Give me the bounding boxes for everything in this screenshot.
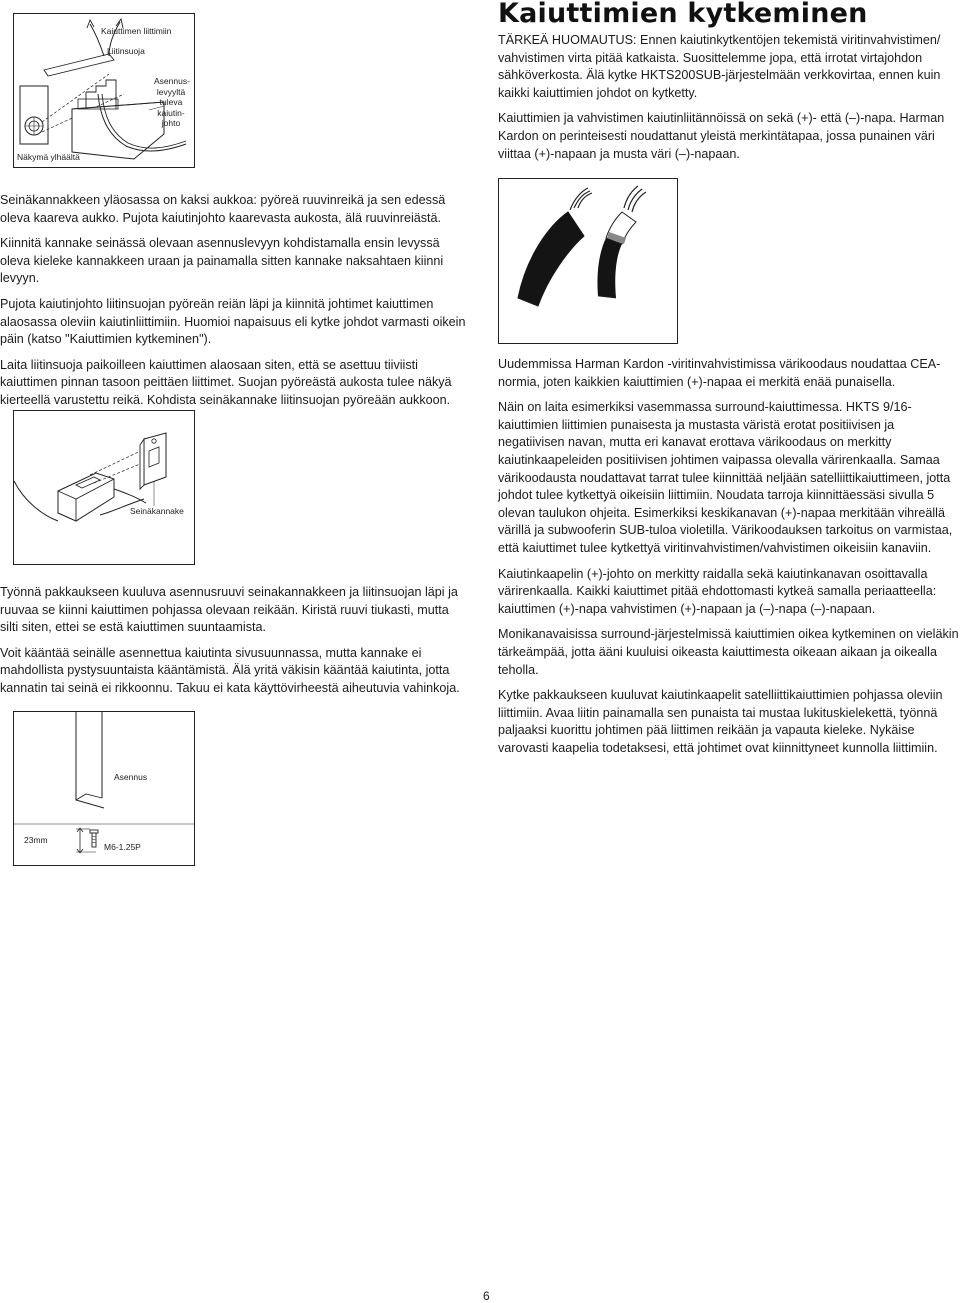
attach-bracket-paragraph: Kiinnitä kannake seinässä olevaan asennuslevyyn kohdistamalla ensin levyssä oleva kieleke kannakkeen uraan ja painamalla sitten kannake naksahtaen kiinni levyyn. [0,236,444,286]
important-notice: TÄRKEÄ HUOMAUTUS: Ennen kaiutinkytkentöjen tekemistä viritinvahvistimen/ vahvistimen virta pitää katkaista. Suosittelemme jopa, että irrotat virtajohdon sähköverkosta. Älä kytke HKTS200SUB-järjestelmään verkkovirtaa, ennen kuin kaikki kaiuttimien johdot on kytketty. [498,33,941,100]
color-code-paragraph: Näin on laita esimerkiksi vasemmassa surround-kaiuttimessa. HKTS 9/16-kaiuttimien liittimien punaisesta ja mustasta väristä erotat positiivisen ja negatiivisen navan, mutta eri kanavat erottava värikoodaus on merkitty kaiutinkaapeleiden positiivisen johtimen vaipassa olevalla värirenkaalla. Samaa värikoodausta noudattavat tarrat tulee kiinnittää neljään satelliittikaiuttimeen, jotta johdot tulee kytkettyä oikeisiin liittimiin. Noudata tarroja kiinnittäessäsi sivulla 5 olevan taulukon ohjeita. Esimerkiksi keskikanavan (+)-napaa merkitään vihreällä värillä ja subwooferin SUB-tuloa violetilla. Värikoodauksen tarkoitus on varmistaa, että kaiuttimet tulee kytkettyä viritinvahvistimen/vahvistimen oikeisiin kanaviin. [498,400,953,555]
cable-figure [498,178,678,344]
right-column-bottom [498,356,960,765]
thread-cable-paragraph: Pujota kaiutinjohto liitinsuojan pyöreän reiän läpi ja kiinnitä johtimet kaiuttimen alaosassa oleviin kaiutinliittimiin. Huomioi napaisuus eli kytke johdot varmasti oikein päin (katso "Kaiuttimien kytkeminen"). [0,296,466,347]
screw-mounting-figure [13,711,195,866]
label-23mm: 23mm [24,835,48,845]
install-screw-paragraph: Työnnä pakkaukseen kuuluva asennusruuvi seinakannakkeen ja liitinsuojan läpi ja ruuvaa se kiinni kaiuttimen pohjassa olevaan reikään. Kiristä ruuvi tiukasti, mutta silti siten, ettei se estä kaiuttimen suuntaamista. [0,585,458,635]
connector-paragraph: Kytke pakkaukseen kuuluvat kaiutinkaapelit satelliittikaiuttimien pohjassa oleviin liittimiin. Avaa liitin painamalla sen punaista tai mustaa lukituskielekettä, työnnä paljaaksi kuorittu johtimen pää liittimen reikään ja vapauta kieleke. Nykäise varovasti kaapelia todetaksesi, että johtimet ovat kiinnittyneet kunnolla liittimiin. [498,688,943,755]
cea-paragraph: Uudemmissa Harman Kardon -viritinvahvistimissa värikoodaus noudattaa CEA-normia, joten kaikkien kaiuttimien (+)-napaa ei merkitä enää punaisella. [498,357,941,389]
polarity-paragraph: Kaiuttimien ja vahvistimen kaiutinliitännöissä on sekä (+)- että (–)-napa. Harman Kardon on perinteisesti noudattanut yleistä merkintätapaa, jossa punainen väri viittaa (+)-napaan ja musta väri (–)-napaan. [498,111,945,161]
label-line: johto [161,118,181,128]
label-line: levyyltä [156,86,186,97]
bracket-openings-paragraph: Seinäkannakkeen yläosassa on kaksi aukkoa: pyöreä ruuvinreikä ja sen edessä oleva kaareva aukko. Pujota kaiutinjohto kaarevasta aukosta, älä ruuvinreiästä. [0,193,446,225]
right-column-top [498,32,948,171]
cable-stripe-paragraph: Kaiutinkaapelin (+)-johto on merkitty raidalla sekä kaiutinkanavan osoittavalla värirenkaalla. Kaikki kaiuttimet pitää ehdottomasti kytkeä samalla periaatteella: kaiuttimen (+)-napa vahvistimen (+)-napaan ja (–)-napa (–)-napaan. [498,566,937,616]
terminal-cover-paragraph: Laita liitinsuoja paikoilleen kaiuttimen alaosaan siten, että se asettuu tiiviisti kaiuttimen pinnan tasoon peittäen liittimet. Suojan pyöreästä aukosta tulee näkyä kierteellä varustettu reikä. Kohdista seinäkannake liitinsuojan pyöreään aukkoon. [0,357,452,407]
label-screw-spec: M6-1.25P [104,842,141,852]
rotate-speaker-paragraph: Voit kääntää seinälle asennettua kaiutinta sivusuunnassa, mutta kannake ei mahdollista pystysuuntaista kääntämistä. Älä yritä väkisin kääntää kaiutinta, jotta kannatin tai seinä ei rikkoonnu. Takuu ei kata käyttövirheestä aiheutuvia vahinkoja. [0,645,460,695]
left-column-mid [0,192,470,418]
label-line: tuleva [159,97,183,107]
wall-bracket-figure [13,410,195,565]
mount-diagram-top [13,13,195,168]
label-asennus: Asennus [114,772,148,782]
label-line: kaiutin- [157,107,185,118]
left-column-bottom [0,584,470,706]
label-nakyma-ylhaalta: Näkymä ylhäältä [17,152,80,162]
label-liitinsuoja: Liitinsuoja [107,46,145,56]
wall-bracket-illustration [14,411,194,564]
label-seinakannake: Seinäkannake [130,506,184,516]
page-number: 6 [483,1289,490,1303]
multichannel-paragraph: Monikanavaisissa surround-järjestelmissä kaiuttimien oikea kytkeminen on vieläkin tärkeämpää, jotta ääni kuuluisi oikeasta kaiuttimesta oikeaan aikaan ja oikealla teholla. [498,627,959,677]
label-asennuslevy-johto [154,76,188,129]
page-title: Kaiuttimien kytkeminen [498,0,868,29]
label-line: Asennus- [154,76,190,86]
label-kaiuttimen-liittimiin: Kaiuttimen liittimiin [101,26,172,36]
speaker-cable-illustration [498,178,678,344]
